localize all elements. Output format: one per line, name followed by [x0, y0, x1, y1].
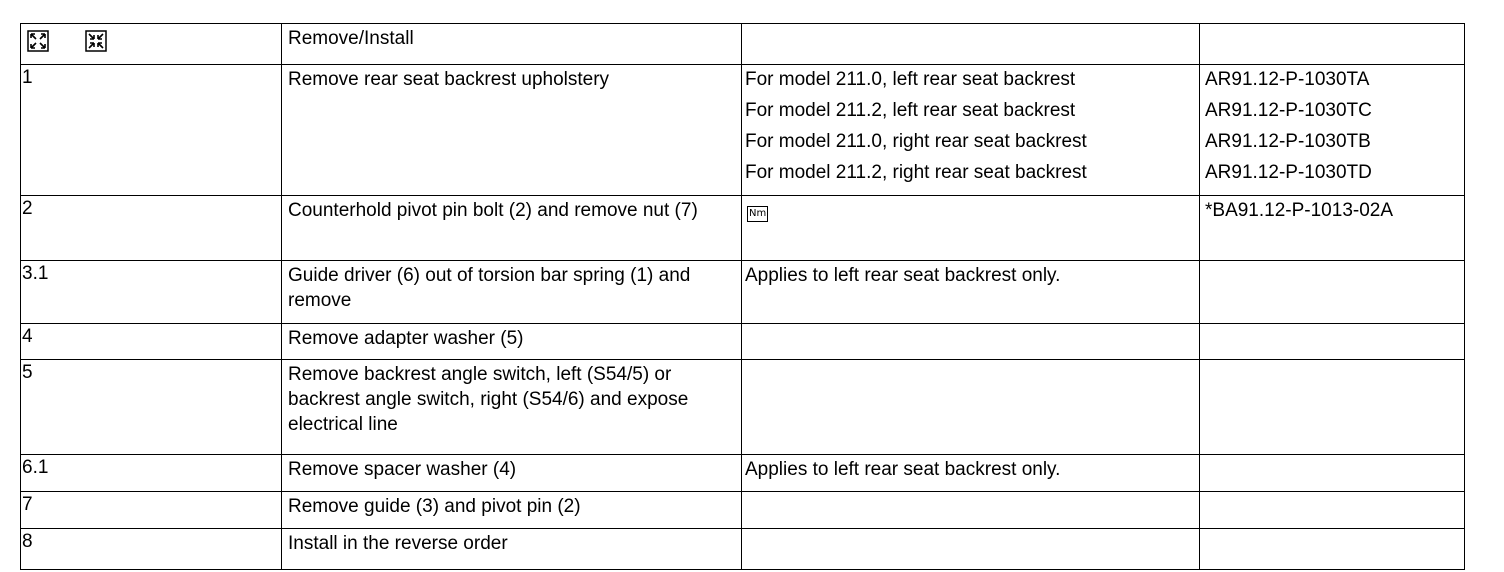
step-number: 6.1: [21, 455, 282, 492]
step-ref: [1200, 492, 1465, 529]
procedure-table: [20, 23, 1465, 570]
step-number: 5: [21, 360, 282, 455]
step-text: Remove rear seat backrest upholstery: [282, 65, 742, 196]
step-ref: [1200, 529, 1465, 570]
step-note: Applies to left rear seat backrest only.: [742, 455, 1200, 492]
step-text: Remove guide (3) and pivot pin (2): [282, 492, 742, 529]
step-number: 2: [21, 196, 282, 261]
step-number: 4: [21, 324, 282, 360]
step-note: [742, 360, 1200, 455]
note-line: For model 211.2, left rear seat backrest: [745, 100, 1076, 121]
header-icons-cell: [21, 24, 282, 65]
step-ref: [1200, 261, 1465, 324]
note-line: For model 211.0, right rear seat backrest: [745, 131, 1087, 152]
step-ref: [1200, 360, 1465, 455]
table-row: [21, 324, 1465, 360]
step-refs: [1200, 65, 1465, 196]
table-row: [21, 492, 1465, 529]
table-row: [21, 529, 1465, 570]
table-row: [21, 65, 1465, 196]
collapse-icon[interactable]: [85, 30, 107, 60]
step-notes: [742, 65, 1200, 196]
table-row: [21, 455, 1465, 492]
header-col4: [1200, 24, 1465, 65]
step-text: Install in the reverse order: [282, 529, 742, 570]
ref-link[interactable]: AR91.12-P-1030TA: [1205, 69, 1370, 90]
step-text: Remove adapter washer (5): [282, 324, 742, 360]
header-title: Remove/Install: [282, 24, 742, 65]
table-header-row: [21, 24, 1465, 65]
ref-link[interactable]: AR91.12-P-1030TB: [1205, 131, 1371, 152]
step-text: Remove backrest angle switch, left (S54/5) or backrest angle switch, right (S54/6) and expose electrical line: [282, 360, 742, 455]
step-note: Applies to left rear seat backrest only.: [742, 261, 1200, 324]
note-line: For model 211.0, left rear seat backrest: [745, 69, 1076, 90]
table-row: [21, 196, 1465, 261]
header-col3: [742, 24, 1200, 65]
step-number: 8: [21, 529, 282, 570]
step-number: 7: [21, 492, 282, 529]
expand-icon[interactable]: [27, 30, 49, 60]
ref-link[interactable]: AR91.12-P-1030TC: [1205, 100, 1372, 121]
ref-link[interactable]: *BA91.12-P-1013-02A: [1200, 196, 1465, 261]
note-line: For model 211.2, right rear seat backrest: [745, 162, 1087, 183]
step-text: Remove spacer washer (4): [282, 455, 742, 492]
step-text: Counterhold pivot pin bolt (2) and remove nut (7): [282, 196, 742, 261]
step-ref: [1200, 455, 1465, 492]
step-note: [742, 324, 1200, 360]
step-note: [742, 492, 1200, 529]
step-note: [742, 529, 1200, 570]
step-text: Guide driver (6) out of torsion bar spring (1) and remove: [282, 261, 742, 324]
step-ref: [1200, 324, 1465, 360]
table-row: [21, 360, 1465, 455]
step-note: [742, 196, 1200, 261]
table-row: [21, 261, 1465, 324]
step-number: 3.1: [21, 261, 282, 324]
ref-link[interactable]: AR91.12-P-1030TD: [1205, 162, 1372, 183]
step-number: 1: [21, 65, 282, 196]
torque-nm-icon[interactable]: Nm: [747, 206, 768, 222]
